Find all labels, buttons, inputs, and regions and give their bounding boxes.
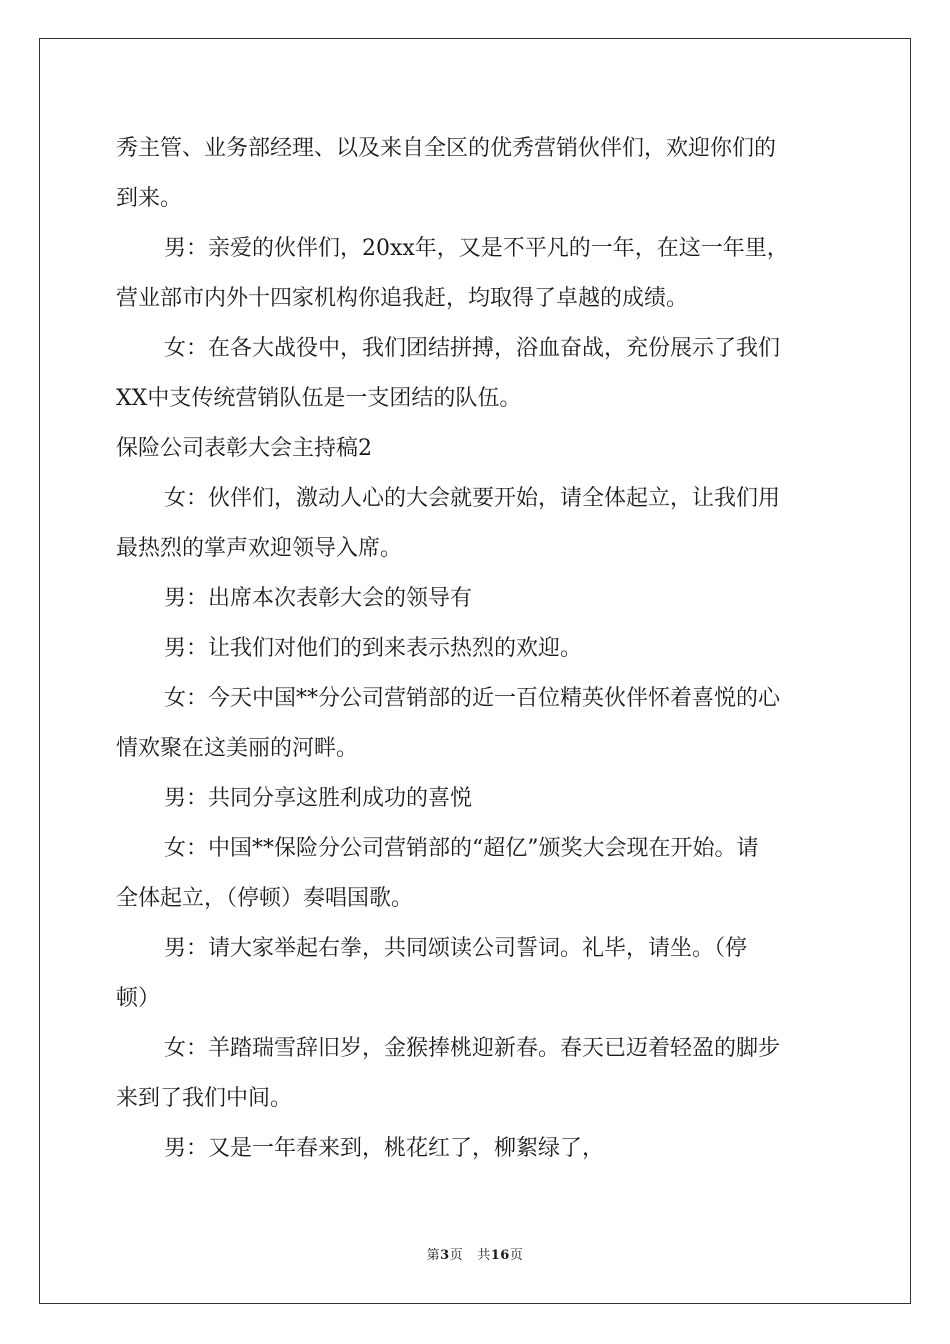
text-line: 最热烈的掌声欢迎领导入席。 [116,536,403,561]
page-footer [0,1244,950,1263]
text-line: 女：今天中国**分公司营销部的近一百位精英伙伴怀着喜悦的心 [164,686,781,711]
text-line: 情欢聚在这美丽的河畔。 [116,736,359,761]
text-line: 秀主管、业务部经理、以及来自全区的优秀营销伙伴们，欢迎你们的 [116,136,777,161]
text-line: 顿） [116,986,161,1011]
text-line: XX中支传统营销队伍是一支团结的队伍。 [116,386,522,411]
total-suffix: 页 [509,1248,524,1263]
page-total-number: 16 [490,1248,510,1263]
text-line: 女：羊踏瑞雪辞旧岁，金猴捧桃迎新春。春天已迈着轻盈的脚步 [164,1036,781,1061]
page-suffix: 页 [449,1248,464,1263]
text-line: 来到了我们中间。 [116,1086,293,1111]
page-prefix: 第 [426,1248,441,1263]
document-body [116,124,846,1174]
total-prefix: 共 [477,1248,491,1263]
text-line: 男：请大家举起右拳，共同颂读公司誓词。礼毕，请坐。（停 [164,936,748,961]
text-line: 男：亲爱的伙伴们，20xx年，又是不平凡的一年，在这一年里， [164,236,789,261]
text-line: 男：让我们对他们的到来表示热烈的欢迎。 [164,636,583,661]
section-heading: 保险公司表彰大会主持稿2 [116,436,372,461]
text-line: 女：伙伴们，激动人心的大会就要开始，请全体起立，让我们用 [164,486,781,511]
text-line: 营业部市内外十四家机构你追我赶，均取得了卓越的成绩。 [116,286,689,311]
text-line: 男：出席本次表彰大会的领导有 [164,586,473,611]
page-current-number: 3 [440,1248,450,1263]
text-line: 到来。 [116,186,183,211]
text-line: 女：中国**保险分公司营销部的“超亿”颁奖大会现在开始。请 [164,836,759,861]
text-line: 全体起立，（停顿）奏唱国歌。 [116,886,414,911]
text-line: 男：又是一年春来到，桃花红了，柳絮绿了， [164,1136,605,1161]
text-line: 女：在各大战役中，我们团结拼搏，浴血奋战，充份展示了我们 [164,336,781,361]
text-line: 男：共同分享这胜利成功的喜悦 [164,786,473,811]
